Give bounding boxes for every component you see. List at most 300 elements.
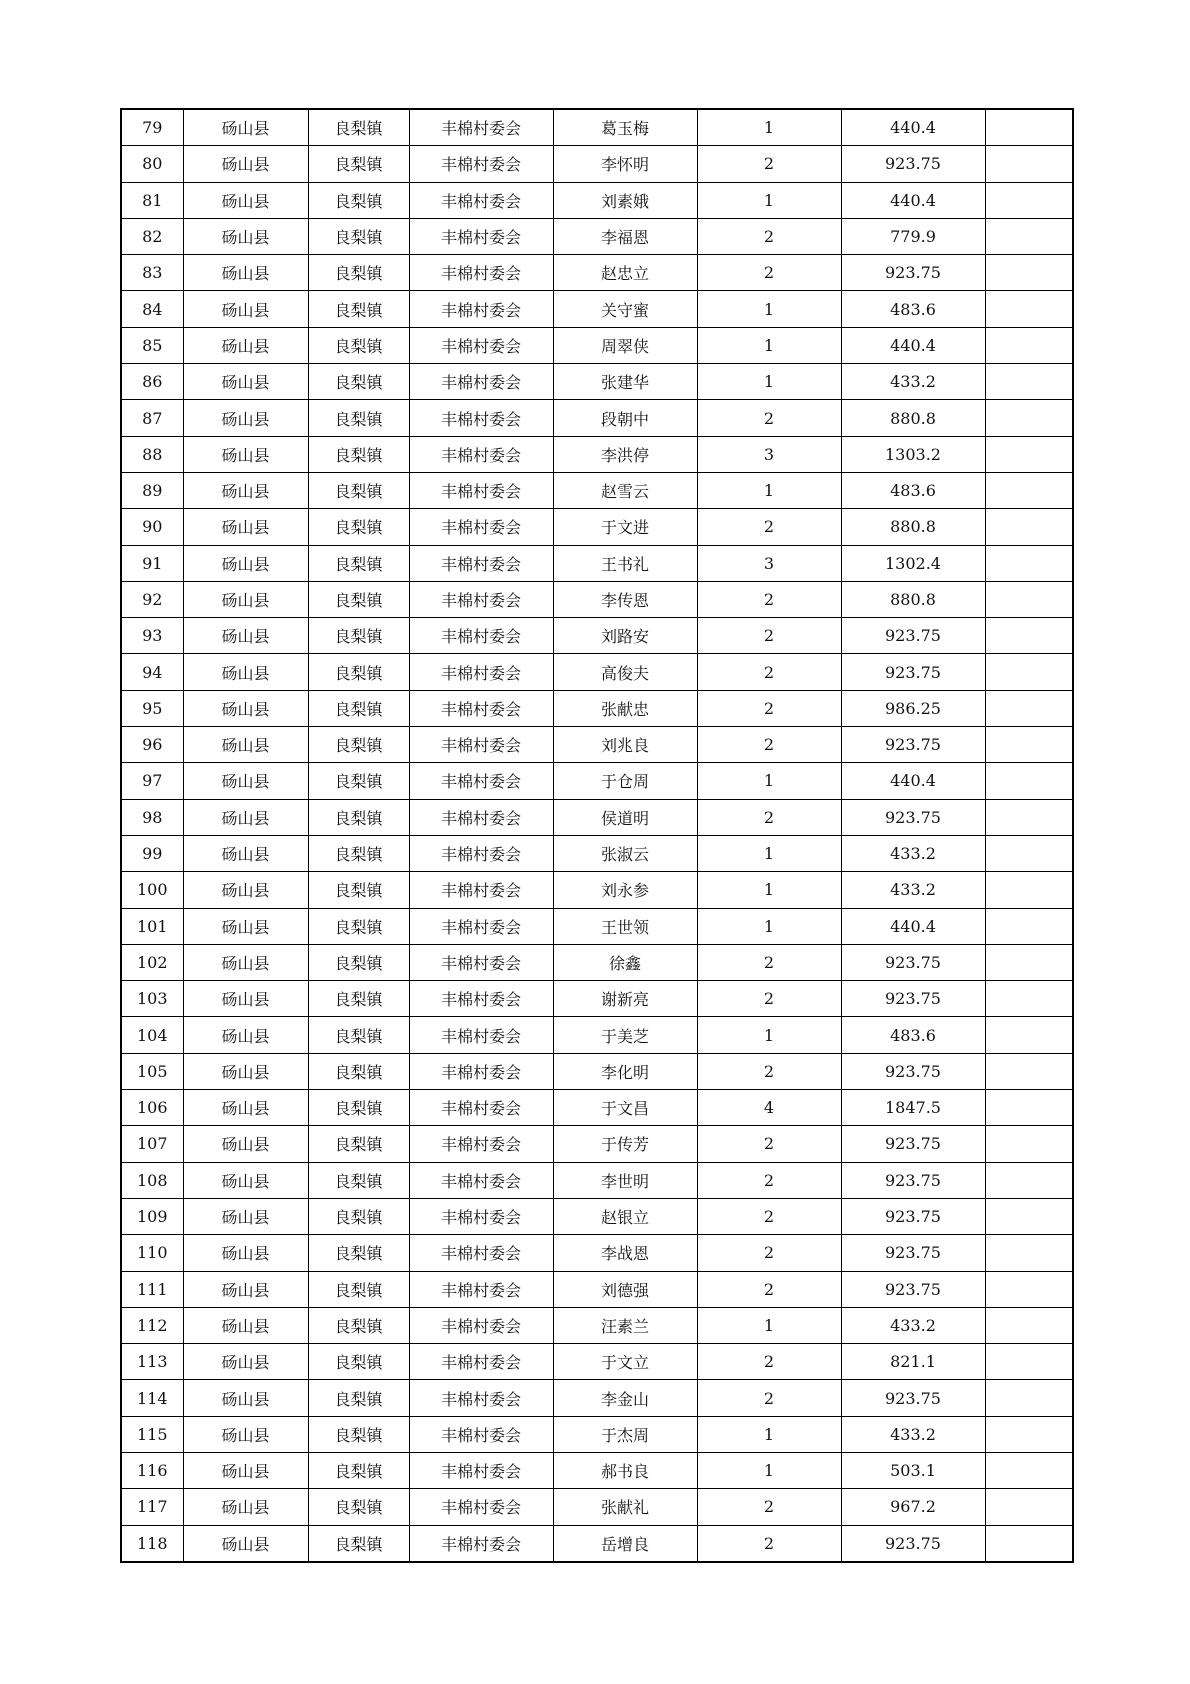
table-row [121,835,1073,871]
note-cell [985,1235,1073,1271]
row-number-cell: 100 [121,872,183,908]
table-row [121,1307,1073,1343]
town-cell: 良梨镇 [308,1307,409,1343]
name-cell: 于文昌 [553,1090,697,1126]
table-row [121,1198,1073,1234]
table-row [121,472,1073,508]
town-cell: 良梨镇 [308,618,409,654]
county-cell: 砀山县 [183,872,308,908]
village-cell: 丰棉村委会 [409,1307,553,1343]
amount-cell: 440.4 [841,109,985,146]
amount-cell: 880.8 [841,581,985,617]
note-cell [985,654,1073,690]
table-body [121,109,1073,1562]
household-size-cell: 1 [697,364,841,400]
town-cell: 良梨镇 [308,291,409,327]
name-cell: 王书礼 [553,545,697,581]
row-number-cell: 96 [121,727,183,763]
table-row [121,1090,1073,1126]
name-cell: 于文立 [553,1344,697,1380]
row-number-cell: 79 [121,109,183,146]
town-cell: 良梨镇 [308,1053,409,1089]
row-number-cell: 84 [121,291,183,327]
town-cell: 良梨镇 [308,109,409,146]
town-cell: 良梨镇 [308,1235,409,1271]
row-number-cell: 105 [121,1053,183,1089]
note-cell [985,1090,1073,1126]
name-cell: 葛玉梅 [553,109,697,146]
town-cell: 良梨镇 [308,1271,409,1307]
town-cell: 良梨镇 [308,872,409,908]
town-cell: 良梨镇 [308,1162,409,1198]
household-size-cell: 2 [697,1198,841,1234]
name-cell: 侯道明 [553,799,697,835]
town-cell: 良梨镇 [308,727,409,763]
note-cell [985,1489,1073,1525]
county-cell: 砀山县 [183,618,308,654]
table-row [121,218,1073,254]
name-cell: 李金山 [553,1380,697,1416]
note-cell [985,581,1073,617]
town-cell: 良梨镇 [308,1380,409,1416]
household-size-cell: 2 [697,509,841,545]
town-cell: 良梨镇 [308,654,409,690]
town-cell: 良梨镇 [308,1416,409,1452]
note-cell [985,1525,1073,1562]
table-row [121,581,1073,617]
row-number-cell: 80 [121,146,183,182]
amount-cell: 483.6 [841,291,985,327]
county-cell: 砀山县 [183,690,308,726]
amount-cell: 923.75 [841,1525,985,1562]
name-cell: 李怀明 [553,146,697,182]
village-cell: 丰棉村委会 [409,545,553,581]
amount-cell: 923.75 [841,981,985,1017]
table-row [121,146,1073,182]
county-cell: 砀山县 [183,472,308,508]
village-cell: 丰棉村委会 [409,581,553,617]
town-cell: 良梨镇 [308,1452,409,1488]
row-number-cell: 97 [121,763,183,799]
table-row [121,908,1073,944]
household-size-cell: 1 [697,835,841,871]
county-cell: 砀山县 [183,182,308,218]
household-size-cell: 1 [697,109,841,146]
household-size-cell: 2 [697,981,841,1017]
name-cell: 赵雪云 [553,472,697,508]
amount-cell: 923.75 [841,1053,985,1089]
amount-cell: 440.4 [841,327,985,363]
village-cell: 丰棉村委会 [409,218,553,254]
town-cell: 良梨镇 [308,908,409,944]
name-cell: 于传芳 [553,1126,697,1162]
town-cell: 良梨镇 [308,799,409,835]
note-cell [985,872,1073,908]
amount-cell: 967.2 [841,1489,985,1525]
household-size-cell: 1 [697,1017,841,1053]
household-size-cell: 2 [697,1344,841,1380]
amount-cell: 923.75 [841,1198,985,1234]
amount-cell: 923.75 [841,1271,985,1307]
amount-cell: 1847.5 [841,1090,985,1126]
row-number-cell: 113 [121,1344,183,1380]
county-cell: 砀山县 [183,1525,308,1562]
town-cell: 良梨镇 [308,690,409,726]
table-row [121,509,1073,545]
county-cell: 砀山县 [183,1380,308,1416]
row-number-cell: 86 [121,364,183,400]
name-cell: 于仓周 [553,763,697,799]
county-cell: 砀山县 [183,654,308,690]
household-size-cell: 2 [697,799,841,835]
household-size-cell: 1 [697,182,841,218]
village-cell: 丰棉村委会 [409,1271,553,1307]
county-cell: 砀山县 [183,146,308,182]
amount-cell: 483.6 [841,472,985,508]
note-cell [985,1053,1073,1089]
village-cell: 丰棉村委会 [409,872,553,908]
household-size-cell: 2 [697,1271,841,1307]
table-row [121,1126,1073,1162]
note-cell [985,146,1073,182]
name-cell: 刘路安 [553,618,697,654]
row-number-cell: 98 [121,799,183,835]
household-size-cell: 1 [697,327,841,363]
table-row [121,400,1073,436]
county-cell: 砀山县 [183,727,308,763]
name-cell: 岳增良 [553,1525,697,1562]
household-size-cell: 2 [697,654,841,690]
name-cell: 汪素兰 [553,1307,697,1343]
table-row [121,1271,1073,1307]
name-cell: 王世领 [553,908,697,944]
data-table [120,108,1074,1563]
table-row [121,727,1073,763]
note-cell [985,509,1073,545]
household-size-cell: 4 [697,1090,841,1126]
table-row [121,1053,1073,1089]
row-number-cell: 90 [121,509,183,545]
household-size-cell: 1 [697,763,841,799]
county-cell: 砀山县 [183,581,308,617]
amount-cell: 440.4 [841,908,985,944]
note-cell [985,727,1073,763]
village-cell: 丰棉村委会 [409,400,553,436]
town-cell: 良梨镇 [308,436,409,472]
county-cell: 砀山县 [183,1090,308,1126]
note-cell [985,400,1073,436]
town-cell: 良梨镇 [308,1090,409,1126]
village-cell: 丰棉村委会 [409,1162,553,1198]
county-cell: 砀山县 [183,545,308,581]
amount-cell: 923.75 [841,799,985,835]
table-row [121,1380,1073,1416]
household-size-cell: 2 [697,146,841,182]
note-cell [985,1198,1073,1234]
town-cell: 良梨镇 [308,545,409,581]
table-row [121,654,1073,690]
name-cell: 赵银立 [553,1198,697,1234]
amount-cell: 433.2 [841,835,985,871]
town-cell: 良梨镇 [308,1489,409,1525]
note-cell [985,1271,1073,1307]
village-cell: 丰棉村委会 [409,654,553,690]
table-row [121,291,1073,327]
table-row [121,944,1073,980]
name-cell: 李洪停 [553,436,697,472]
town-cell: 良梨镇 [308,182,409,218]
name-cell: 李福恩 [553,218,697,254]
name-cell: 张献忠 [553,690,697,726]
note-cell [985,109,1073,146]
note-cell [985,291,1073,327]
household-size-cell: 1 [697,291,841,327]
note-cell [985,472,1073,508]
name-cell: 张建华 [553,364,697,400]
town-cell: 良梨镇 [308,472,409,508]
town-cell: 良梨镇 [308,218,409,254]
county-cell: 砀山县 [183,908,308,944]
row-number-cell: 82 [121,218,183,254]
village-cell: 丰棉村委会 [409,182,553,218]
table-row [121,799,1073,835]
note-cell [985,218,1073,254]
table-row [121,872,1073,908]
row-number-cell: 117 [121,1489,183,1525]
town-cell: 良梨镇 [308,835,409,871]
name-cell: 于杰周 [553,1416,697,1452]
table-row [121,1162,1073,1198]
village-cell: 丰棉村委会 [409,1017,553,1053]
table-row [121,690,1073,726]
table-row [121,1489,1073,1525]
county-cell: 砀山县 [183,835,308,871]
table-row [121,618,1073,654]
note-cell [985,618,1073,654]
name-cell: 于美芝 [553,1017,697,1053]
name-cell: 刘素娥 [553,182,697,218]
row-number-cell: 118 [121,1525,183,1562]
county-cell: 砀山县 [183,1271,308,1307]
household-size-cell: 1 [697,1416,841,1452]
amount-cell: 923.75 [841,654,985,690]
note-cell [985,908,1073,944]
row-number-cell: 106 [121,1090,183,1126]
row-number-cell: 101 [121,908,183,944]
town-cell: 良梨镇 [308,763,409,799]
row-number-cell: 111 [121,1271,183,1307]
village-cell: 丰棉村委会 [409,472,553,508]
household-size-cell: 2 [697,218,841,254]
table-row [121,1235,1073,1271]
row-number-cell: 103 [121,981,183,1017]
name-cell: 周翠侠 [553,327,697,363]
name-cell: 郝书良 [553,1452,697,1488]
amount-cell: 880.8 [841,400,985,436]
village-cell: 丰棉村委会 [409,1525,553,1562]
note-cell [985,981,1073,1017]
household-size-cell: 2 [697,255,841,291]
village-cell: 丰棉村委会 [409,1452,553,1488]
amount-cell: 779.9 [841,218,985,254]
village-cell: 丰棉村委会 [409,1235,553,1271]
note-cell [985,255,1073,291]
household-size-cell: 2 [697,581,841,617]
table-row [121,109,1073,146]
amount-cell: 923.75 [841,146,985,182]
amount-cell: 433.2 [841,364,985,400]
amount-cell: 433.2 [841,1416,985,1452]
village-cell: 丰棉村委会 [409,799,553,835]
table-row [121,1452,1073,1488]
note-cell [985,436,1073,472]
amount-cell: 923.75 [841,727,985,763]
table-row [121,763,1073,799]
table-row [121,327,1073,363]
household-size-cell: 2 [697,400,841,436]
household-size-cell: 2 [697,618,841,654]
row-number-cell: 112 [121,1307,183,1343]
village-cell: 丰棉村委会 [409,981,553,1017]
county-cell: 砀山县 [183,1452,308,1488]
row-number-cell: 94 [121,654,183,690]
note-cell [985,690,1073,726]
household-size-cell: 2 [697,1525,841,1562]
county-cell: 砀山县 [183,1162,308,1198]
town-cell: 良梨镇 [308,1126,409,1162]
note-cell [985,545,1073,581]
town-cell: 良梨镇 [308,1344,409,1380]
county-cell: 砀山县 [183,1017,308,1053]
household-size-cell: 2 [697,944,841,980]
household-size-cell: 2 [697,1235,841,1271]
amount-cell: 483.6 [841,1017,985,1053]
table-row [121,1525,1073,1562]
village-cell: 丰棉村委会 [409,1380,553,1416]
name-cell: 谢新亮 [553,981,697,1017]
name-cell: 刘永参 [553,872,697,908]
household-size-cell: 2 [697,1489,841,1525]
village-cell: 丰棉村委会 [409,1053,553,1089]
amount-cell: 1302.4 [841,545,985,581]
household-size-cell: 3 [697,436,841,472]
table-row [121,545,1073,581]
household-size-cell: 2 [697,1053,841,1089]
county-cell: 砀山县 [183,1344,308,1380]
table-row [121,1344,1073,1380]
amount-cell: 923.75 [841,944,985,980]
note-cell [985,1344,1073,1380]
household-size-cell: 3 [697,545,841,581]
table-row [121,364,1073,400]
row-number-cell: 93 [121,618,183,654]
town-cell: 良梨镇 [308,1198,409,1234]
note-cell [985,327,1073,363]
household-size-cell: 1 [697,1452,841,1488]
household-size-cell: 1 [697,908,841,944]
amount-cell: 986.25 [841,690,985,726]
town-cell: 良梨镇 [308,509,409,545]
town-cell: 良梨镇 [308,327,409,363]
amount-cell: 923.75 [841,1162,985,1198]
name-cell: 李战恩 [553,1235,697,1271]
county-cell: 砀山县 [183,255,308,291]
village-cell: 丰棉村委会 [409,327,553,363]
amount-cell: 923.75 [841,1126,985,1162]
county-cell: 砀山县 [183,799,308,835]
village-cell: 丰棉村委会 [409,109,553,146]
row-number-cell: 92 [121,581,183,617]
row-number-cell: 108 [121,1162,183,1198]
village-cell: 丰棉村委会 [409,763,553,799]
household-size-cell: 2 [697,1162,841,1198]
name-cell: 李传恩 [553,581,697,617]
village-cell: 丰棉村委会 [409,944,553,980]
county-cell: 砀山县 [183,1235,308,1271]
note-cell [985,1126,1073,1162]
village-cell: 丰棉村委会 [409,146,553,182]
name-cell: 张献礼 [553,1489,697,1525]
county-cell: 砀山县 [183,1489,308,1525]
amount-cell: 433.2 [841,872,985,908]
note-cell [985,1017,1073,1053]
village-cell: 丰棉村委会 [409,908,553,944]
amount-cell: 440.4 [841,182,985,218]
town-cell: 良梨镇 [308,944,409,980]
town-cell: 良梨镇 [308,255,409,291]
row-number-cell: 87 [121,400,183,436]
amount-cell: 923.75 [841,1235,985,1271]
row-number-cell: 114 [121,1380,183,1416]
county-cell: 砀山县 [183,1053,308,1089]
note-cell [985,364,1073,400]
village-cell: 丰棉村委会 [409,255,553,291]
row-number-cell: 104 [121,1017,183,1053]
row-number-cell: 83 [121,255,183,291]
county-cell: 砀山县 [183,1307,308,1343]
name-cell: 赵忠立 [553,255,697,291]
household-size-cell: 1 [697,472,841,508]
row-number-cell: 91 [121,545,183,581]
row-number-cell: 88 [121,436,183,472]
note-cell [985,763,1073,799]
village-cell: 丰棉村委会 [409,1198,553,1234]
row-number-cell: 110 [121,1235,183,1271]
county-cell: 砀山县 [183,364,308,400]
town-cell: 良梨镇 [308,400,409,436]
household-size-cell: 2 [697,1126,841,1162]
household-size-cell: 2 [697,690,841,726]
note-cell [985,1416,1073,1452]
county-cell: 砀山县 [183,763,308,799]
amount-cell: 923.75 [841,618,985,654]
amount-cell: 923.75 [841,1380,985,1416]
town-cell: 良梨镇 [308,146,409,182]
name-cell: 段朝中 [553,400,697,436]
amount-cell: 880.8 [841,509,985,545]
county-cell: 砀山县 [183,436,308,472]
village-cell: 丰棉村委会 [409,509,553,545]
county-cell: 砀山县 [183,1416,308,1452]
row-number-cell: 109 [121,1198,183,1234]
amount-cell: 503.1 [841,1452,985,1488]
table-row [121,182,1073,218]
table-row [121,1017,1073,1053]
village-cell: 丰棉村委会 [409,1489,553,1525]
row-number-cell: 107 [121,1126,183,1162]
household-size-cell: 2 [697,727,841,763]
table-row [121,436,1073,472]
